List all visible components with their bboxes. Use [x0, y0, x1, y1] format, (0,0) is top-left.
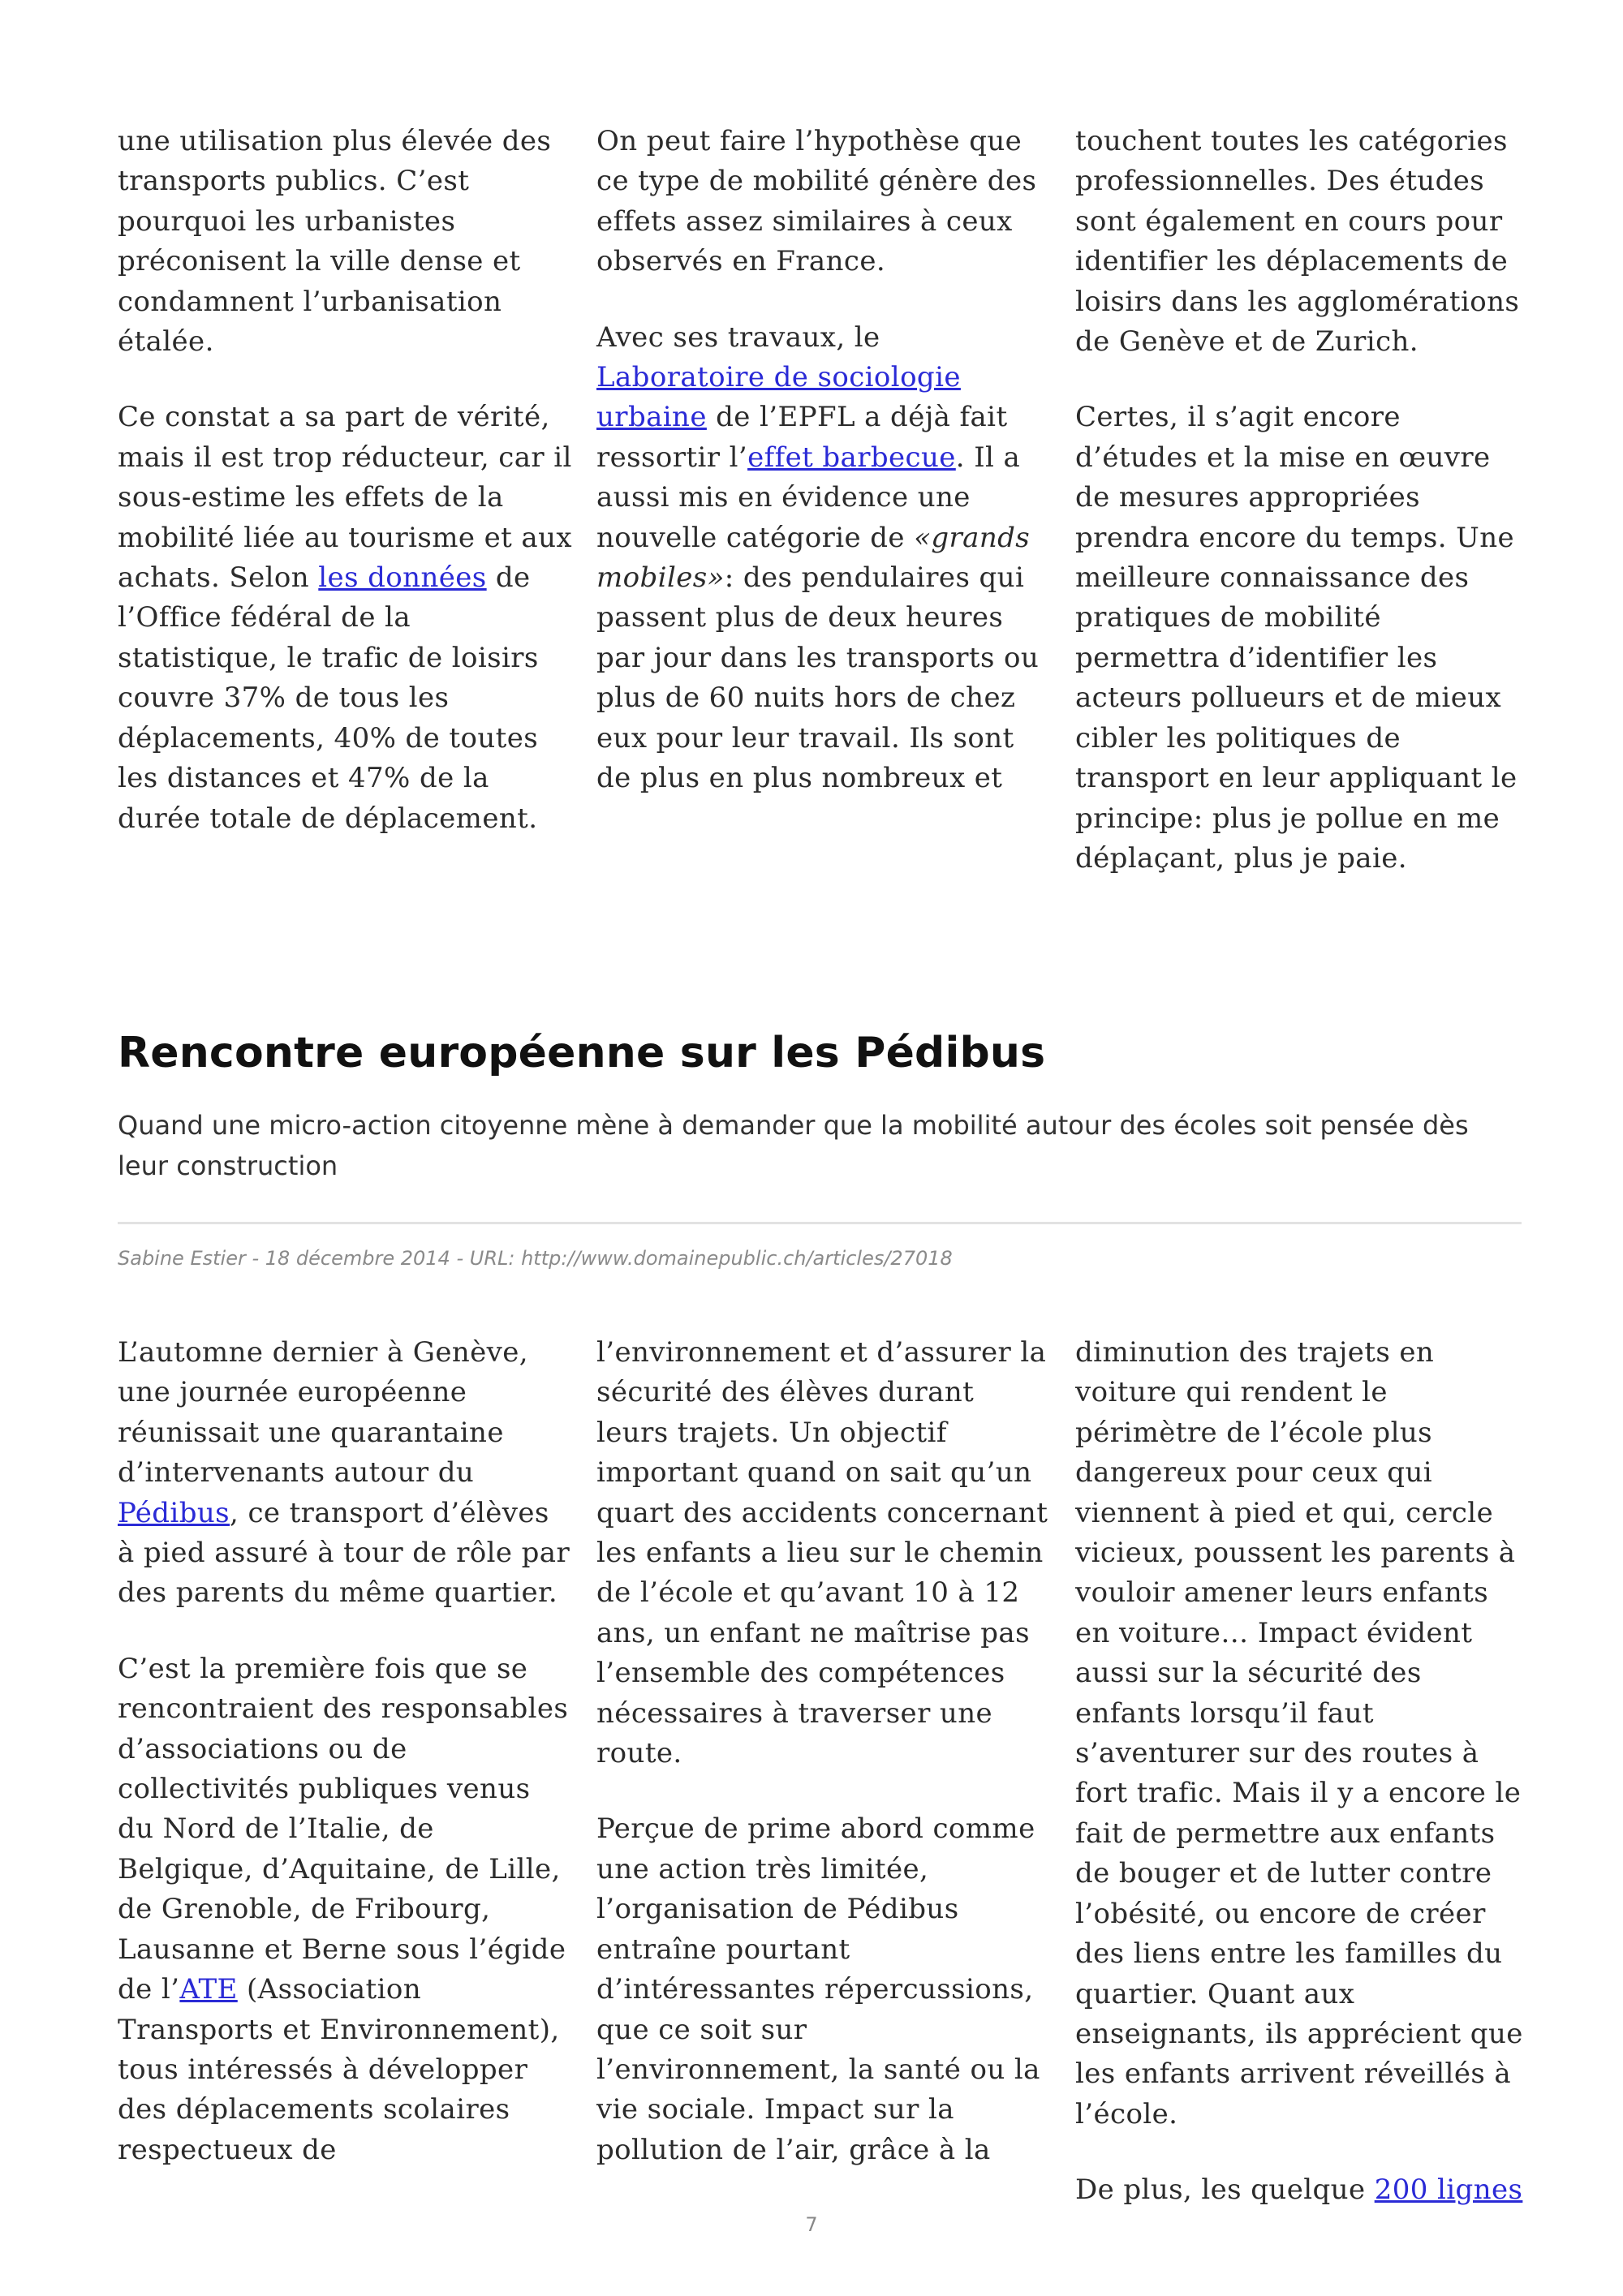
divider [118, 1222, 1522, 1224]
paragraph [118, 398, 572, 838]
paragraph: Perçue de prime abord comme une action très limitée, l’organisation de Pédibus entraîne pourtant d’intéressantes répercussions, que ce soit sur l’environnement, la santé ou la vie sociale. Impact sur la pollution de l’air, grâce à la [596, 1812, 1040, 2166]
text-run: de l’EPFL a déjà fait ressortir l’ [596, 401, 1008, 474]
bottom-column-1 [118, 1333, 572, 2170]
top-column-3 [1075, 122, 1530, 879]
paragraph: touchent toutes les catégories professionnelles. Des études sont également en cours pour identifier les déplacements de loisirs dans les agglomérations de Genève et de Zurich. [1075, 125, 1520, 359]
text-run: : des pendulaires qui passent plus de deux heures par jour dans les transports ou plus de 60 nuits hors de chez eux pour leur travail. Ils sont de plus en plus nombreux et [596, 561, 1040, 795]
paragraph [118, 1333, 572, 1614]
paragraph [596, 318, 1051, 799]
link-pedibus[interactable]: Pédibus [118, 1496, 230, 1529]
text-run: . Il a aussi mis en évidence une nouvelle catégorie de [596, 441, 1021, 554]
paragraph [1075, 2170, 1530, 2210]
paragraph: l’environnement et d’assurer la sécurité des élèves durant leurs trajets. Un objectif important quand on sait qu’un quart des accidents concernant les enfants a lieu sur le chemin de l’école et qu’avant 10 à 12 ans, un enfant ne maîtrise pas l’ensemble des compétences nécessaires à traverser une route. [596, 1336, 1048, 1770]
link-ate[interactable]: ATE [179, 1973, 238, 2006]
text-run: , ce transport d’élèves à pied assuré à tour de rôle par des parents du même quartier. [118, 1496, 570, 1610]
link-laboratoire-sociologie-urbaine[interactable]: Laboratoire de sociologie urbaine [596, 361, 961, 434]
paragraph: diminution des trajets en voiture qui rendent le périmètre de l’école plus dangereux pour ceux qui viennent à pied et qui, cercle vicieux, poussent les parents à vouloir amener leurs enfants en voiture… Impact évident aussi sur la sécurité des enfants lorsqu’il faut s’aventurer sur des routes à fort trafic. Mais il y a encore le fait de permettre aux enfants de bouger et de lutter contre l’obésité, ou encore de créer des liens entre les familles du quartier. Quant aux enseignants, ils apprécient que les enfants arrivent réveillés à l’école. [1075, 1336, 1523, 2130]
paragraph [118, 1649, 572, 2170]
link-les-donnees[interactable]: les données [318, 561, 487, 595]
article-title: Rencontre européenne sur les Pédibus [118, 1029, 1046, 1077]
top-column-1 [118, 122, 572, 839]
article-meta: Sabine Estier - 18 décembre 2014 - URL: http://www.domainepublic.ch/articles/27018 [118, 1247, 953, 1270]
text-run: Ce constat a sa part de vérité, mais il est trop réducteur, car il sous-estime les effets de la mobilité liée au tourisme et aux achats. Selon [118, 401, 572, 595]
link-200-lignes[interactable]: 200 lignes [1374, 2173, 1523, 2207]
emphasis-grands-mobiles: «grands mobiles» [596, 521, 1031, 595]
text-run: (Association Transports et Environnement), tous intéressés à développer des déplacements scolaires respectueux de [118, 1973, 560, 2166]
paragraph: Certes, il s’agit encore d’études et la mise en œuvre de mesures appropriées prendra encore du temps. Une meilleure connaissance des pratiques de mobilité permettra d’identifier les acteurs pollueurs et de mieux cibler les politiques de transport en leur appliquant le principe: plus je pollue en me déplaçant, plus je paie. [1075, 401, 1518, 875]
link-effet-barbecue[interactable]: effet barbecue [747, 441, 956, 474]
article-subtitle: Quand une micro-action citoyenne mène à demander que la mobilité autour des écoles soit pensée dès leur construction [118, 1110, 1469, 1181]
paragraph: On peut faire l’hypothèse que ce type de mobilité génère des effets assez similaires à ceux observés en France. [596, 125, 1037, 278]
page-number: 7 [805, 2213, 818, 2236]
text-run: L’automne dernier à Genève, une journée européenne réunissait une quarantaine d’intervenants autour du [118, 1336, 529, 1490]
paragraph: une utilisation plus élevée des transports publics. C’est pourquoi les urbanistes préconisent la ville dense et condamnent l’urbanisation étalée. [118, 125, 552, 359]
text-run: C’est la première fois que se rencontraient des responsables d’associations ou de collectivités publiques venus du Nord de l’Italie, de Belgique, d’Aquitaine, de Lille, de Grenoble, de Fribourg, Lausanne et Berne sous l’égide de l’ [118, 1652, 569, 2006]
text-run: de l’Office fédéral de la statistique, le trafic de loisirs couvre 37% de tous les déplacements, 40% de toutes les distances et 47% de la durée totale de déplacement. [118, 561, 539, 835]
bottom-column-3 [1075, 1333, 1530, 2211]
text-run: Avec ses travaux, le [596, 320, 880, 354]
bottom-column-2 [596, 1333, 1051, 2170]
text-run: De plus, les quelque [1075, 2173, 1375, 2207]
top-column-2 [596, 122, 1051, 799]
